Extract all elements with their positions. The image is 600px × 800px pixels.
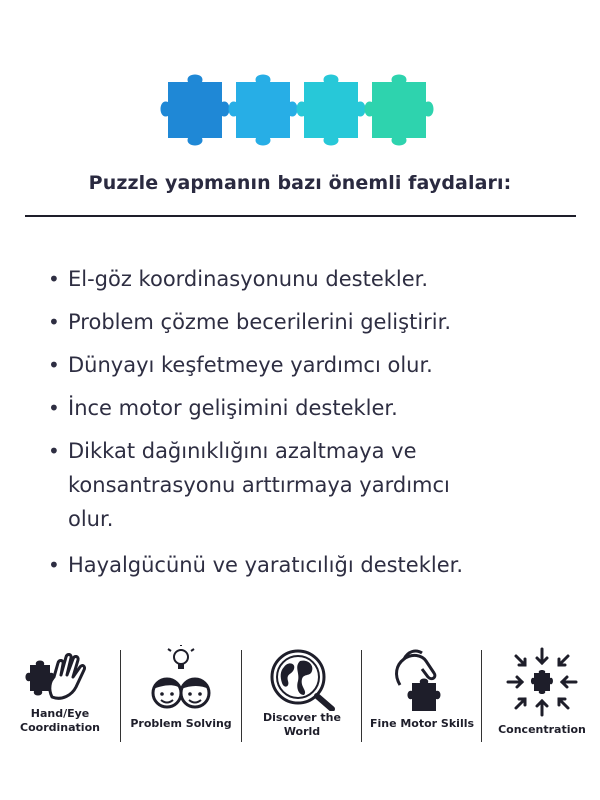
benefit-item — [48, 434, 483, 536]
icon-label — [242, 711, 362, 739]
kids-lightbulb-icon — [141, 645, 221, 715]
concentration-skill — [482, 645, 600, 750]
focus-arrows-icon — [502, 645, 582, 717]
label-line: Concentration — [498, 723, 586, 736]
puzzle-piece-3 — [297, 75, 366, 146]
label-line: Problem Solving — [130, 717, 232, 730]
benefit-item — [48, 262, 483, 296]
bullet: • — [48, 553, 60, 577]
benefit-item — [48, 548, 483, 582]
bullet: • — [48, 267, 60, 291]
icon-label — [121, 717, 241, 731]
hand-eye-skill — [0, 645, 120, 750]
benefit-text: El-göz koordinasyonunu destekler. — [68, 267, 429, 291]
benefit-item — [48, 305, 483, 339]
benefit-item — [48, 391, 483, 425]
benefit-text: Dünyayı keşfetmeye yardımcı olur. — [68, 353, 433, 377]
label-line: Hand/Eye — [30, 707, 90, 720]
label-line: Fine Motor Skills — [369, 717, 475, 730]
benefits-heading: Puzzle yapmanın bazı önemli faydaları: — [88, 172, 512, 194]
icon-label — [482, 723, 600, 737]
heading-divider — [25, 215, 576, 217]
hand-holding-puzzle-icon — [382, 645, 462, 717]
benefits-list — [48, 262, 483, 591]
icon-label — [0, 707, 120, 735]
benefit-text: Dikkat dağınıklığını azaltmaya ve konsantrasyonu arttırmaya yardımcı olur. — [68, 439, 450, 531]
fine-motor-skill — [362, 645, 482, 750]
globe-magnifier-icon — [262, 645, 342, 711]
bullet: • — [48, 310, 60, 334]
benefit-text: Hayalgücünü ve yaratıcılığı destekler. — [68, 553, 464, 577]
skills-icon-row — [0, 645, 600, 750]
problem-solving-skill — [121, 645, 241, 750]
label-line: World — [283, 725, 321, 738]
benefit-text: İnce motor gelişimini destekler. — [68, 396, 398, 420]
puzzle-piece-4 — [365, 75, 434, 146]
bullet: • — [48, 439, 60, 463]
label-line: Coordination — [20, 721, 100, 734]
benefit-text: Problem çözme becerilerini geliştirir. — [68, 310, 452, 334]
discover-world-skill — [242, 645, 362, 750]
bullet: • — [48, 353, 60, 377]
puzzle-piece-2 — [229, 75, 298, 146]
hand-puzzle-icon — [20, 645, 100, 707]
bullet: • — [48, 396, 60, 420]
benefit-item — [48, 348, 483, 382]
puzzle-pieces-logo — [160, 62, 445, 154]
label-line: Discover the — [263, 711, 341, 724]
puzzle-piece-1 — [161, 75, 230, 146]
icon-label — [362, 717, 482, 731]
